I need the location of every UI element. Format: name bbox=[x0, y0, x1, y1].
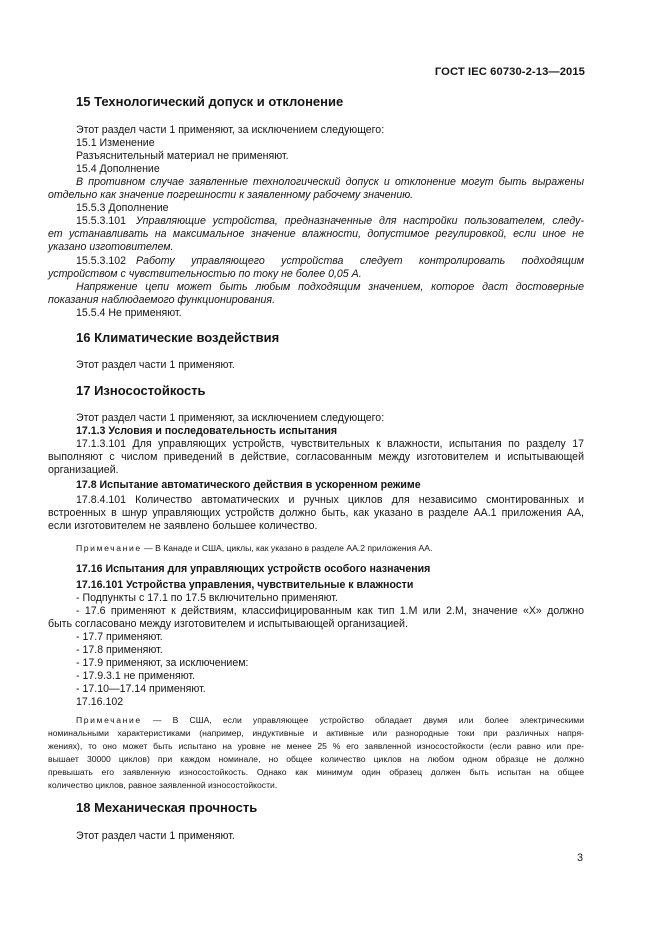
note-2-label: Примечание bbox=[76, 715, 142, 725]
note-2-text: — В США, если управляющее устройство обладает двумя или более электрическими bbox=[141, 715, 584, 725]
note-1-label: Примечание bbox=[76, 543, 142, 553]
list-item-continuation: быть согласовано между изготовителем и испытывающей организацией. bbox=[48, 618, 408, 630]
clause-17-8-heading: 17.8 Испытание автоматического действия в ускоренном режиме bbox=[76, 479, 421, 491]
clause-17-8-4-101-text-line: встроенных в шнур управляющих устройств должно быть, как указано в разделе АА.1 приложения АА, bbox=[48, 507, 584, 519]
note-1 bbox=[76, 543, 432, 554]
note-2-line: номинальными характеристиками (например, индуктивные и активные или разнородные токи при различных напря- bbox=[48, 728, 584, 738]
document-code-header: ГОСТ IEC 60730-2-13—2015 bbox=[434, 66, 585, 78]
clause-17-1-3-101-text-line: выполняют с числом приведений в действие, согласованным между изготовителем и испытывающей bbox=[48, 451, 584, 463]
note-2-line: количество циклов, равное заявленной износостойкости. bbox=[48, 780, 278, 790]
clause-15-5-3-102-text-line: Работу управляющего устройства следует контролировать подходящим bbox=[136, 255, 584, 267]
clause-17-16-101-heading: 17.16.101 Устройства управления, чувствительные к влажности bbox=[76, 579, 414, 591]
clause-15-1-heading: 15.1 Изменение bbox=[76, 137, 155, 149]
clause-17-1-3-101-text-line: 17.1.3.101 Для управляющих устройств, чувствительных к влажности, испытания по разделу 17 bbox=[76, 438, 584, 450]
section-16-intro: Этот раздел части 1 применяют. bbox=[76, 359, 235, 371]
clause-17-8-4-101-text-line: если изготовителем не заявлено большее количество. bbox=[48, 520, 318, 532]
note-2-line bbox=[76, 715, 584, 726]
voltage-note-line: показания наблюдаемого функционирования. bbox=[48, 294, 276, 306]
clause-15-5-3-heading: 15.5.3 Дополнение bbox=[76, 202, 169, 214]
list-item: - Подпункты с 17.1 по 17.5 включительно применяют. bbox=[76, 592, 338, 604]
clause-15-5-4: 15.5.4 Не применяют. bbox=[76, 307, 182, 319]
section-15-intro: Этот раздел части 1 применяют, за исключением следующего: bbox=[76, 124, 385, 136]
page-number: 3 bbox=[577, 852, 583, 864]
list-item: - 17.10—17.14 применяют. bbox=[76, 683, 206, 695]
clause-17-1-3-heading: 17.1.3 Условия и последовательность испытания bbox=[76, 425, 338, 437]
clause-17-16-102-number: 17.16.102 bbox=[76, 696, 124, 708]
section-16-title: 16 Климатические воздействия bbox=[76, 330, 280, 345]
clause-17-1-3-101-text-line: организацией. bbox=[48, 464, 119, 476]
clause-15-5-3-101-text-line: указано изготовителем. bbox=[48, 241, 174, 253]
clause-17-8-4-101-text-line: 17.8.4.101 Количество автоматических и ручных циклов для независимо смонтированных и bbox=[76, 494, 584, 506]
note-2-line: вышает 30000 циклов) при каждом номинале, но общее количество циклов на любом одном образце не должно bbox=[48, 754, 584, 764]
clause-15-1-text: Разъяснительный материал не применяют. bbox=[76, 150, 289, 162]
section-18-intro: Этот раздел части 1 применяют. bbox=[76, 830, 235, 842]
clause-15-5-3-102-number: 15.5.3.102 bbox=[76, 255, 127, 267]
section-17-intro: Этот раздел части 1 применяют, за исключением следующего: bbox=[76, 412, 385, 424]
clause-15-5-3-102-text-line: устройством с чувствительностью по току не более 0,05 А. bbox=[48, 268, 362, 280]
note-1-text: — В Канаде и США, циклы, как указано в разделе АА.2 приложения АА. bbox=[141, 543, 433, 553]
clause-15-5-3-101-text-line: Управляющие устройства, предназначенные для настройки пользователем, следу- bbox=[136, 215, 584, 227]
note-2-line: превышать его заявленную износостойкость. Однако как минимум один образец должен быть испытан на общее bbox=[48, 767, 584, 777]
clause-15-5-3-101-text-line: ет устанавливать на максимальное значение влажности, допустимое регулировкой, если иное не bbox=[48, 228, 584, 240]
list-item: - 17.6 применяют к действиям, классифицированным как тип 1.М или 2.М, значение «Х» должно bbox=[76, 605, 584, 617]
voltage-note-line: Напряжение цепи может быть любым подходящим значением, которое даст достоверные bbox=[76, 281, 584, 293]
list-item: - 17.8 применяют. bbox=[76, 644, 163, 656]
clause-17-16-heading: 17.16 Испытания для управляющих устройств особого назначения bbox=[76, 563, 431, 575]
section-17-title: 17 Износостойкость bbox=[76, 383, 206, 398]
section-15-title: 15 Технологический допуск и отклонение bbox=[76, 94, 344, 109]
clause-15-4-heading: 15.4 Дополнение bbox=[76, 163, 160, 175]
list-item: - 17.9 применяют, за исключением: bbox=[76, 657, 249, 669]
list-item: - 17.7 применяют. bbox=[76, 631, 163, 643]
clause-15-5-3-101-number: 15.5.3.101 bbox=[76, 215, 127, 227]
note-2-line: жениях), то оно может быть испытано на уровне не менее 25 % его заявленной износостойкости (если равно или пре- bbox=[48, 741, 584, 751]
list-item: - 17.9.3.1 не применяют. bbox=[76, 670, 196, 682]
clause-15-4-text-line: В противном случае заявленные технологический допуск и отклонение могут быть выражены bbox=[76, 176, 584, 188]
clause-15-4-text-line: отдельно как значение погрешности к заявленному рабочему значению. bbox=[48, 189, 414, 201]
section-18-title: 18 Механическая прочность bbox=[76, 800, 258, 815]
